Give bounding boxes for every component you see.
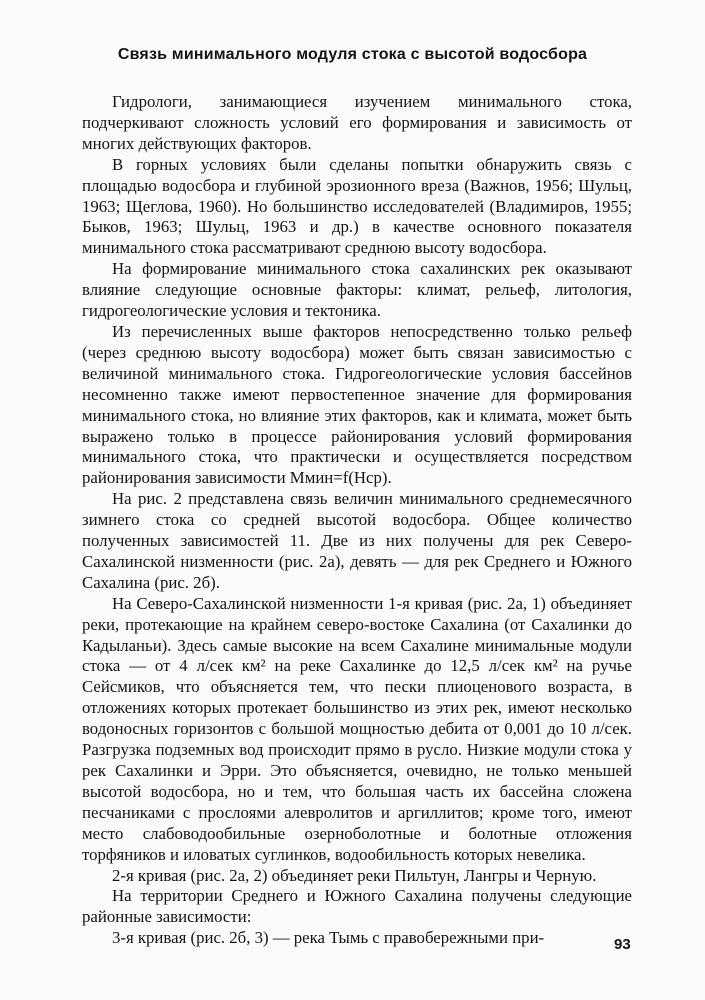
- paragraph: 2-я кривая (рис. 2а, 2) объединяет реки Пильтун, Лангры и Черную.: [112, 865, 597, 885]
- paragraph: 3-я кривая (рис. 2б, 3) — река Тымь с правобережными при-: [112, 928, 545, 948]
- paragraph: На Северо-Сахалинской низменности 1-я кривая (рис. 2а, 1) объединяет реки, протекающие на крайнем северо-востоке Сахалина (от Сахалинки до Кадыланьи). Здесь самые высокие на всем Сахалине минимальные модули стока — от 4 л/сек км² на реке Сахалинке до 12,5 л/сек км² на ручье Сейсмиков, что объясняется тем, что пески плиоценового возраста, в отложениях которых протекает большинство из этих рек, имеют несколько водоносных горизонтов с большой мощностью дебита от 0,001 до 10 л/сек. Разгрузка подземных вод происходит прямо в русло. Низкие модули стока у рек Сахалинки и Эрри. Это объясняется, очевидно, не только меньшей высотой водосбора, но и тем, что большая часть их бассейна сложена песчаниками с прослоями алевролитов и аргиллитов; кроме того, имеют место слабоводообильные озерноболотные и болотные отложения торфяников и иловатых суглинков, водообильность которых невелика.: [82, 593, 632, 864]
- paragraph: Из перечисленных выше факторов непосредственно только рельеф (через среднюю высоту водосбора) может быть связан зависимостью с величиной минимального стока. Гидрогеологические условия бассейнов несомненно также имеют первостепенное значение для формирования минимального стока, но влияние этих факторов, как и климата, может быть выражено только в процессе районирования условий формирования минимального стока, что практически и осуществляется посредством районирования зависимости Mмин=f(Hср).: [82, 321, 632, 488]
- paragraph: На рис. 2 представлена связь величин минимального среднемесячного зимнего стока со средней высотой водосбора. Общее количество полученных зависимостей 11. Две из них получены для рек Северо-Сахалинской низменности (рис. 2а), девять — для рек Среднего и Южного Сахалина (рис. 2б).: [82, 489, 632, 592]
- body-text: [82, 92, 632, 949]
- paragraph: В горных условиях были сделаны попытки обнаружить связь с площадью водосбора и глубиной эрозионного вреза (Важнов, 1956; Шульц, 1963; Щеглова, 1960). Но большинство исследователей (Владимиров, 1955; Быков, 1963; Шульц, 1963 и др.) в качестве основного показателя минимального стока рассматривают среднюю высоту водосбора.: [82, 154, 632, 258]
- paragraph: Гидрологи, занимающиеся изучением минимального стока, подчеркивают сложность условий его формирования и зависимость от многих действующих факторов.: [82, 92, 632, 153]
- page-number: 93: [614, 936, 631, 953]
- paragraph: На формирование минимального стока сахалинских рек оказывают влияние следующие основные факторы: климат, рельеф, литология, гидрогеологические условия и тектоника.: [82, 259, 632, 321]
- paragraph: На территории Среднего и Южного Сахалина получены следующие районные зависимости:: [82, 886, 632, 927]
- section-title: Связь минимального модуля стока с высотой водосбора: [117, 46, 588, 63]
